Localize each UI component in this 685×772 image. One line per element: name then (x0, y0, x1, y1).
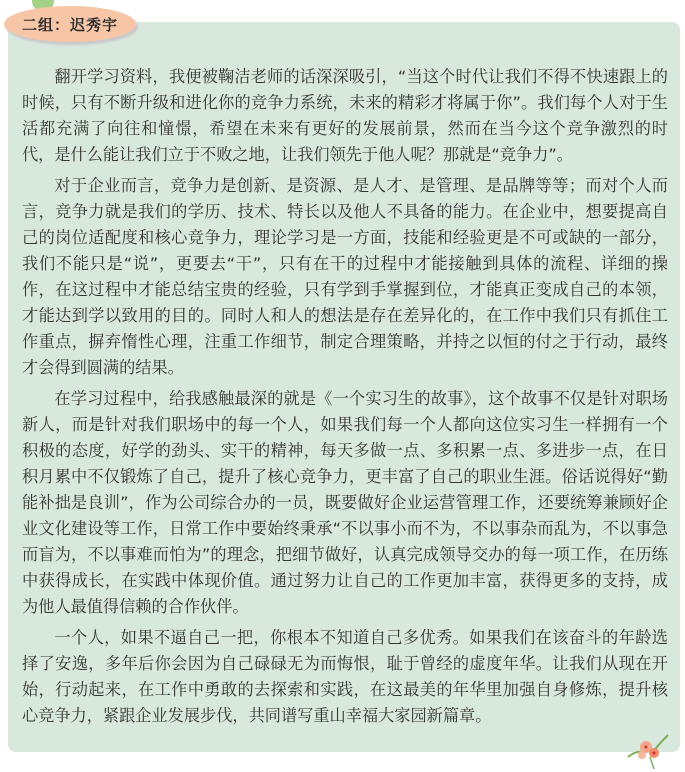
paragraph: 一个人，如果不逼自己一把，你根本不知道自己多优秀。如果我们在该奋斗的年龄选择了安逸，多年后你会因为自己碌碌无为而悔恨，耻于曾经的虚度年华。让我们从现在开始，行动起来，在工作中勇敢的去探索和实践，在这最美的年华里加强自身修炼，提升核心竞争力，紧跟企业发展步伐，共同谱写重山幸福大家园新篇章。 (22, 628, 668, 725)
flower-decoration-icon (624, 727, 672, 769)
paragraph: 对于企业而言，竞争力是创新、是资源、是人才、是管理、是品牌等等；而对个人而言，竞争力就是我们的学历、技术、特长以及他人不具备的能力。在企业中，想要提高自己的岗位适配度和核心竞争力，理论学习是一方面，技能和经验更是不可或缺的一部分，我们不能只是“说”，更要去“干”，只有在干的过程中才能接触到具体的流程、详细的操作，在这过程中才能总结宝贵的经验，只有学到手掌握到位，才能真正变成自己的本领，才能达到学以致用的目的。同时人和人的想法是存在差异化的，在工作中我们只有抓住工作重点，摒弃惰性心理，注重工作细节，制定合理策略，并持之以恒的付之于行动，最终才会得到圆满的结果。 (22, 176, 668, 377)
paragraph: 在学习过程中，给我感触最深的就是《一个实习生的故事》，这个故事不仅是针对职场新人，而是针对我们职场中的每一个人，如果我们每一个人都向这位实习生一样拥有一个积极的态度，好学的劲头、实干的精神，每天多做一点、多积累一点、多进步一点，在日积月累中不仅锻炼了自己，提升了核心竞争力，更丰富了自己的职业生涯。俗话说得好“勤能补拙是良训”，作为公司综合办的一员，既要做好企业运营管理工作，还要统筹兼顾好企业文化建设等工作，日常工作中要始终秉承“不以事小而不为，不以事杂而乱为，不以事急而盲为，不以事难而怕为”的理念，把细节做好，认真完成领导交办的每一项工作，在历练中获得成长，在实践中体现价值。通过努力让自己的工作更加丰富，获得更多的支持，成为他人最值得信赖的合作伙伴。 (22, 389, 668, 616)
section-title-badge (4, 6, 136, 42)
paragraph: 翻开学习资料，我便被鞠洁老师的话深深吸引，“当这个时代让我们不得不快速跟上的时候，只有不断升级和进化你的竞争力系统，未来的精彩才将属于你”。我们每个人对于生活都充满了向往和憧憬，希望在未来有更好的发展前景，然而在当今这个竞争激烈的时代，是什么能让我们立于不败之地，让我们领先于他人呢？那就是“竞争力”。 (22, 67, 668, 164)
article-body (22, 64, 668, 734)
section-title: 二组：迟秀宇 (21, 15, 118, 34)
